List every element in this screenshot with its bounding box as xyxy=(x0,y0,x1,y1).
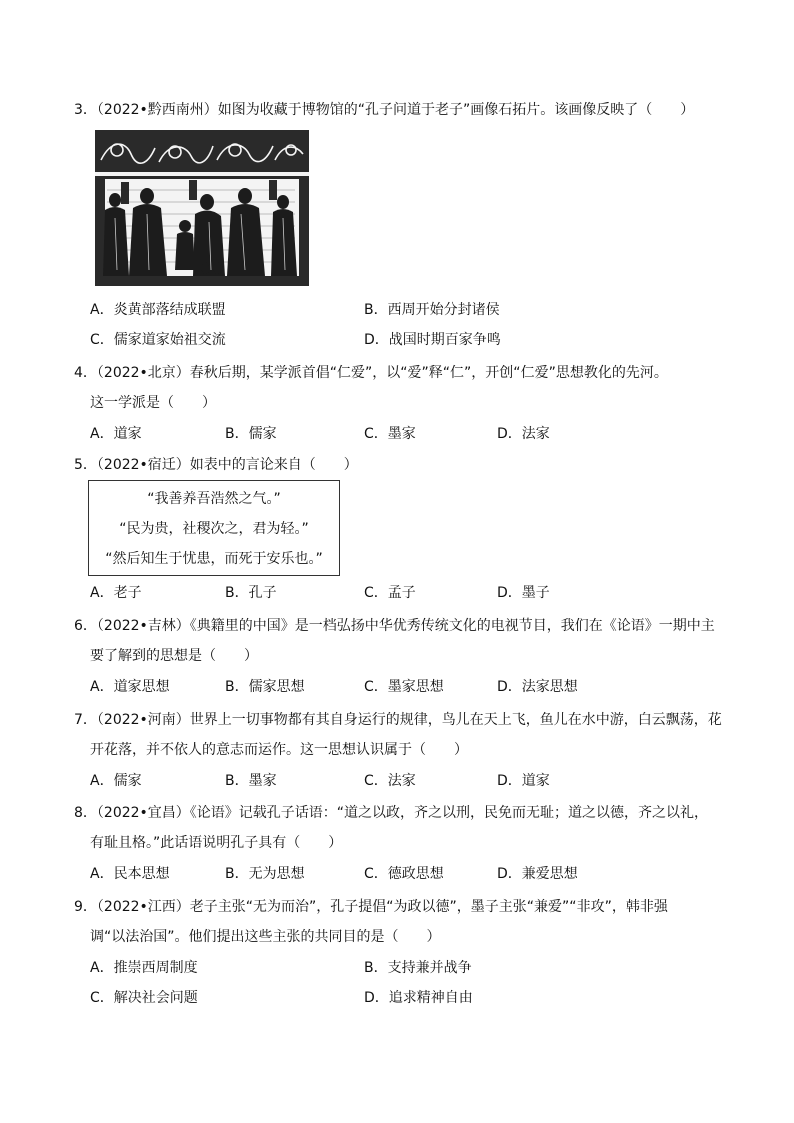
question-3-option-d: D．战国时期百家争鸣 xyxy=(364,332,501,348)
question-7-option-a: A．儒家 xyxy=(90,773,142,789)
question-4-option-a: A．道家 xyxy=(90,426,142,442)
question-4-option-b: B．儒家 xyxy=(225,426,277,442)
question-6-option-a: A．道家思想 xyxy=(90,679,170,695)
question-9-option-d: D．追求精神自由 xyxy=(364,990,473,1006)
question-3-option-c: C．儒家道家始祖交流 xyxy=(90,332,226,348)
question-9-option-c: C．解决社会问题 xyxy=(90,990,198,1006)
question-5-option-d: D．墨子 xyxy=(497,585,550,601)
question-6-stem-line-2: 要了解到的思想是（ ） xyxy=(90,648,258,664)
quote-line-1: “我善养吾浩然之气。” xyxy=(147,491,281,507)
question-6-stem-line-1: 6．（2022•吉林）《典籍里的中国》是一档弘扬中华优秀传统文化的电视节目，我们在《论语》一期中主 xyxy=(74,618,715,634)
quote-line-3: “然后知生于忧患，而死于安乐也。” xyxy=(105,551,323,567)
question-4-option-d: D．法家 xyxy=(497,426,550,442)
question-7-option-c: C．法家 xyxy=(364,773,416,789)
question-4-option-c: C．墨家 xyxy=(364,426,416,442)
question-7-option-b: B．墨家 xyxy=(225,773,277,789)
question-8-option-a: A．民本思想 xyxy=(90,866,170,882)
question-6-option-c: C．墨家思想 xyxy=(364,679,444,695)
question-5-option-b: B．孔子 xyxy=(225,585,277,601)
question-3-option-a: A．炎黄部落结成联盟 xyxy=(90,302,226,318)
question-8-option-d: D．兼爱思想 xyxy=(497,866,578,882)
question-9-stem-line-2: 调“以法治国”。他们提出这些主张的共同目的是（ ） xyxy=(90,929,441,945)
question-7-stem-line-1: 7．（2022•河南）世界上一切事物都有其自身运行的规律，鸟儿在天上飞，鱼儿在水中游，白云飘荡，花 xyxy=(74,712,722,728)
question-7-stem-line-2: 开花落，并不依人的意志而运作。这一思想认识属于（ ） xyxy=(90,742,468,758)
question-4-stem-line-1: 4．（2022•北京）春秋后期，某学派首倡“仁爱”，以“爱”释“仁”，开创“仁爱”思想教化的先河。 xyxy=(74,365,668,381)
quote-table xyxy=(88,480,340,576)
question-9-stem-line-1: 9．（2022•江西）老子主张“无为而治”，孔子提倡“为政以德”，墨子主张“兼爱”“非攻”，韩非强 xyxy=(74,899,668,915)
question-4-stem-line-2: 这一学派是（ ） xyxy=(90,395,216,411)
question-8-stem-line-1: 8．（2022•宜昌）《论语》记载孔子话语：“道之以政，齐之以刑，民免而无耻；道之以德，齐之以礼， xyxy=(74,805,709,821)
question-8-option-b: B．无为思想 xyxy=(225,866,305,882)
question-9-option-b: B．支持兼并战争 xyxy=(364,960,472,976)
stone-rubbing-image xyxy=(95,130,309,286)
question-9-option-a: A．推崇西周制度 xyxy=(90,960,198,976)
question-8-stem-line-2: 有耻且格。”此话语说明孔子具有（ ） xyxy=(90,835,343,851)
question-6-option-d: D．法家思想 xyxy=(497,679,578,695)
question-3-option-b: B．西周开始分封诸侯 xyxy=(364,302,500,318)
question-7-option-d: D．道家 xyxy=(497,773,550,789)
question-8-option-c: C．德政思想 xyxy=(364,866,444,882)
question-5-option-a: A．老子 xyxy=(90,585,142,601)
question-5-stem: 5．（2022•宿迁）如表中的言论来自（ ） xyxy=(74,457,358,473)
question-6-option-b: B．儒家思想 xyxy=(225,679,305,695)
quote-line-2: “民为贵，社稷次之，君为轻。” xyxy=(119,521,309,537)
question-3-stem: 3．（2022•黔西南州）如图为收藏于博物馆的“孔子问道于老子”画像石拓片。该画像反映了（ ） xyxy=(74,102,695,118)
question-5-option-c: C．孟子 xyxy=(364,585,416,601)
